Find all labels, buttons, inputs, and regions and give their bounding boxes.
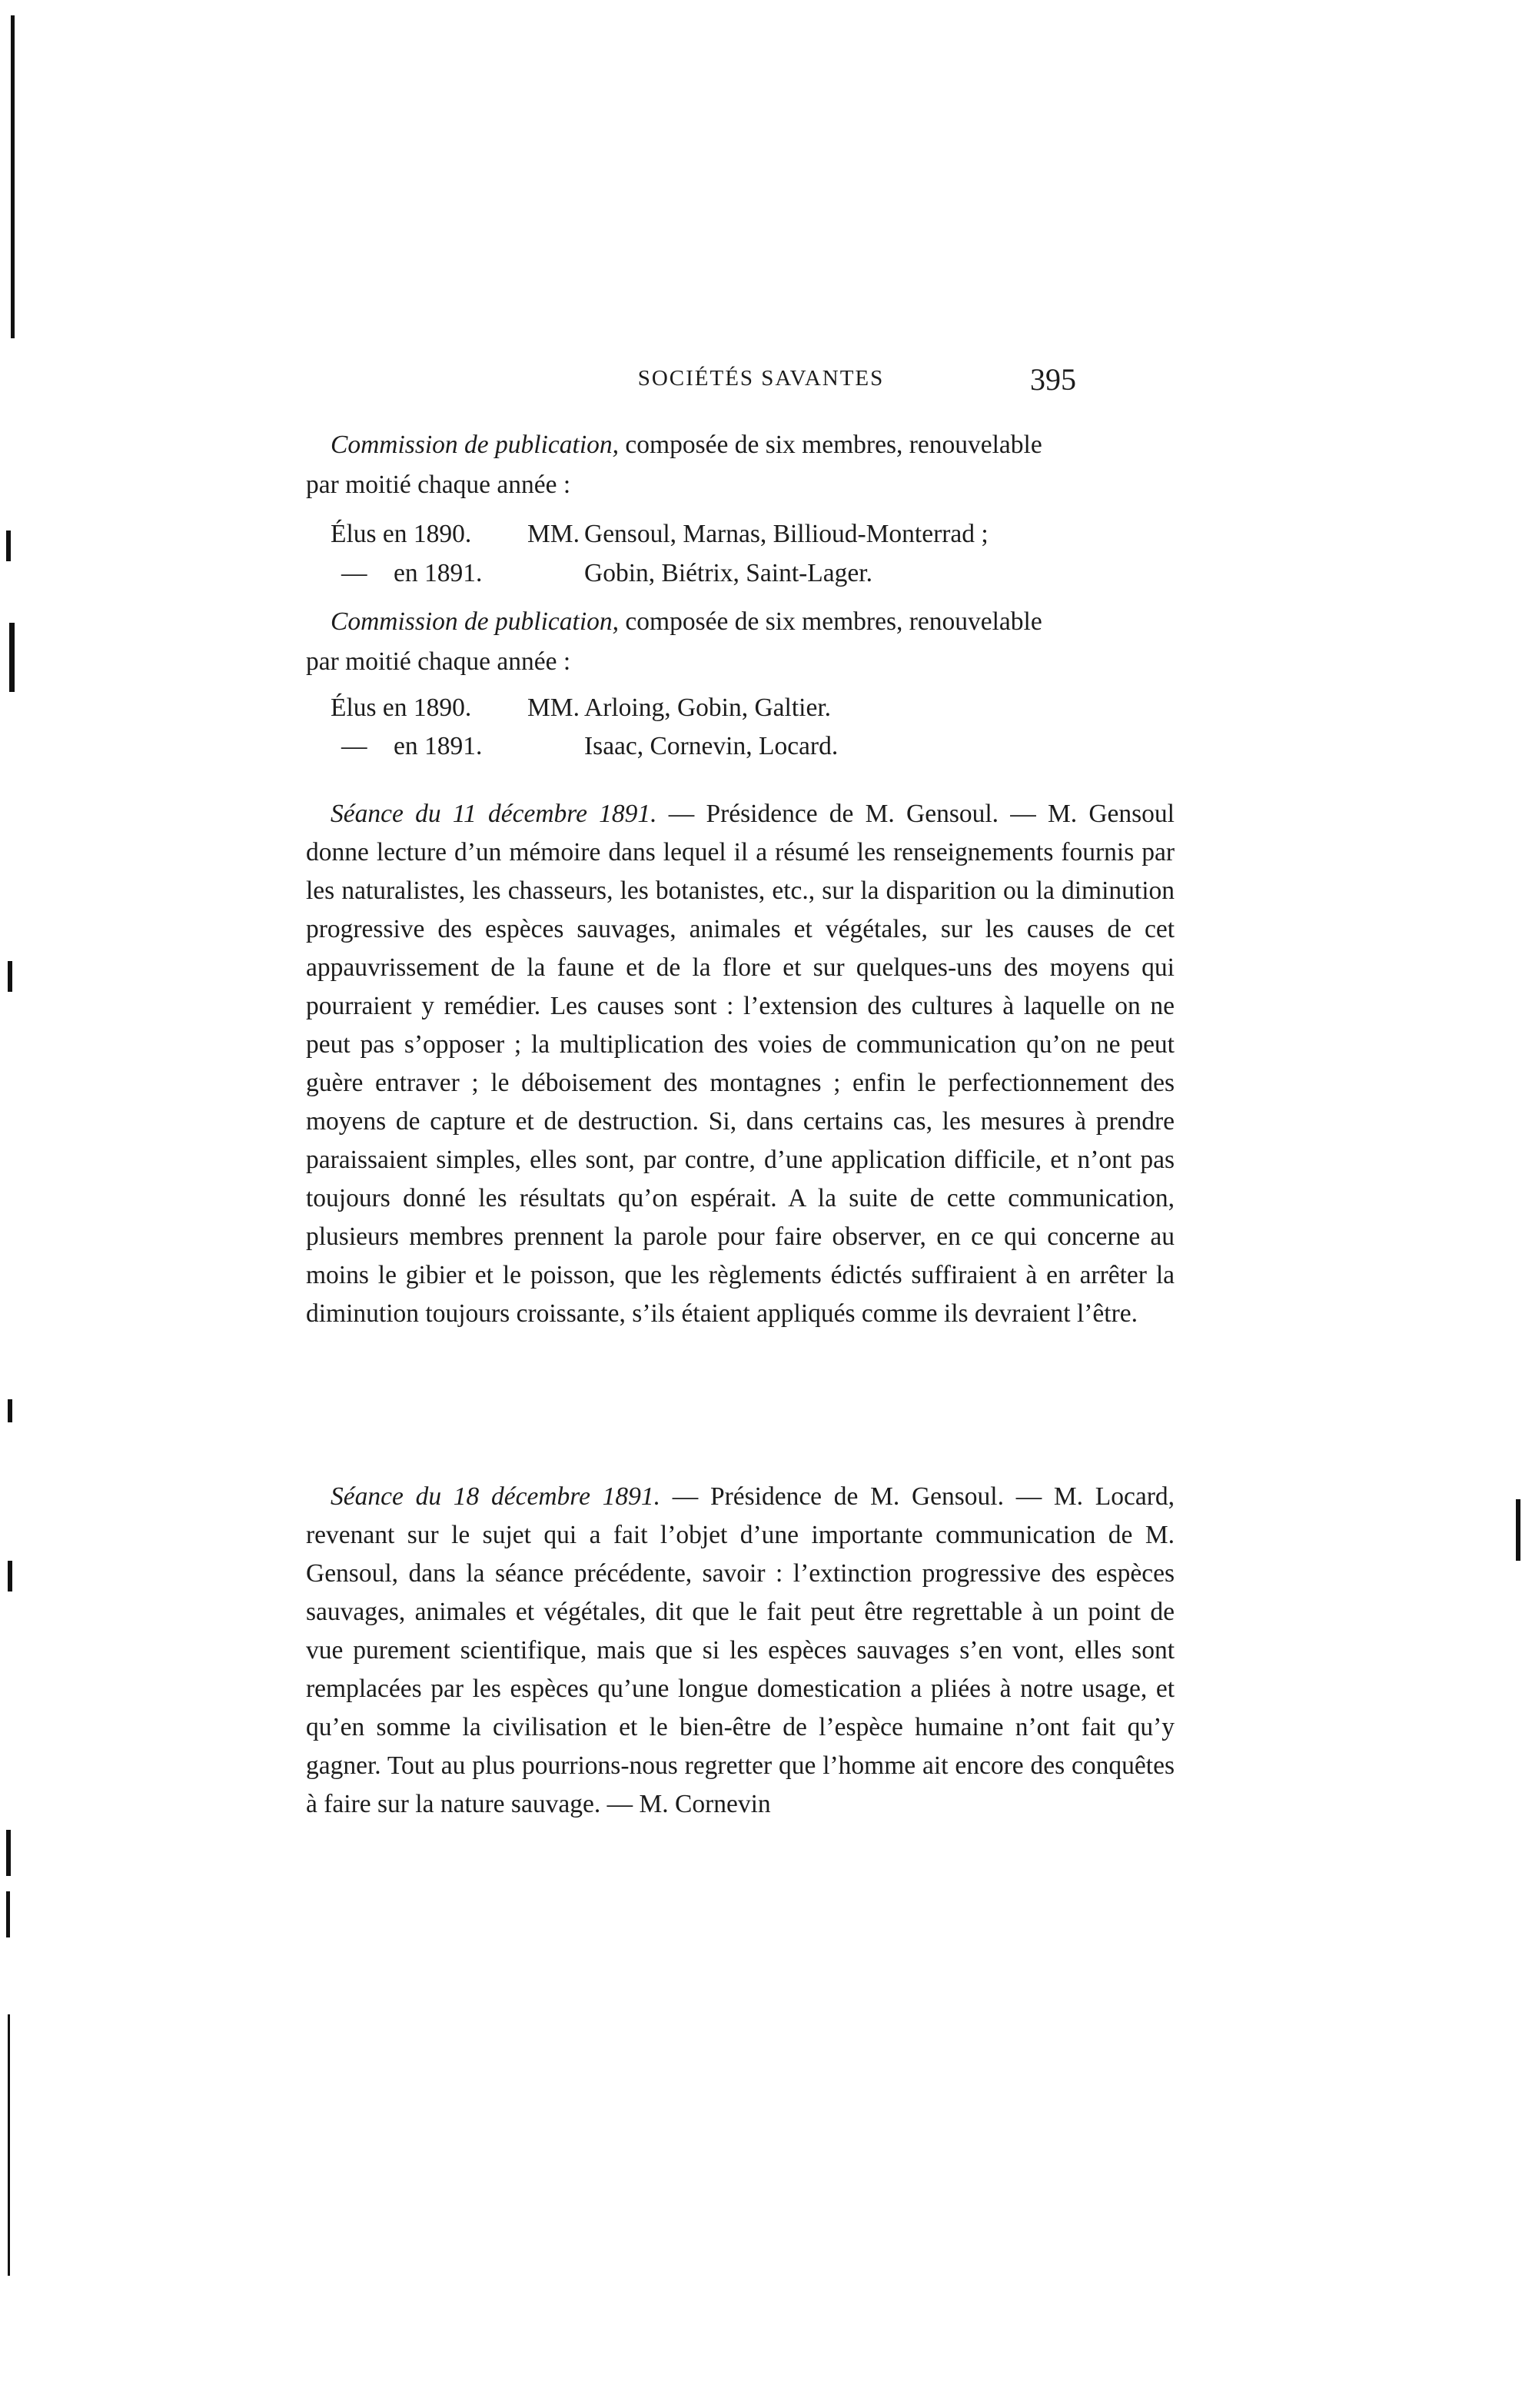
commission-1-elus-1891: Gobin, Biétrix, Saint-Lager. bbox=[584, 559, 872, 587]
page-number: 395 bbox=[1030, 362, 1076, 397]
commission-2-dash: — bbox=[341, 732, 367, 760]
commission-2-elus-1890: Arloing, Gobin, Galtier. bbox=[584, 693, 831, 722]
scan-edge-mark bbox=[11, 15, 15, 338]
scan-edge-mark bbox=[6, 1891, 10, 1937]
commission-2-mm: MM. bbox=[527, 693, 580, 722]
seance-1-heading: Séance du 11 décembre 1891. bbox=[331, 800, 657, 828]
commission-2-elus-label: Élus en 1890. bbox=[331, 693, 472, 722]
commission-1-line-1 bbox=[331, 431, 1042, 460]
scan-edge-mark bbox=[6, 530, 11, 561]
commission-2-text-1: composée de six membres, renouvelable bbox=[619, 607, 1042, 636]
scan-edge-mark bbox=[6, 1830, 11, 1876]
seance-1-body: — Présidence de M. Gensoul. — M. Gensoul donne lecture d’un mémoire dans lequel il a résumé les renseignements fournis par les naturalistes, les chasseurs, les botanistes, etc., sur la disparition ou la diminution progressive des espèces sauvages, animales et végétales, sur les causes de cet appauvrissement de la faune et de la flore et sur quelques-uns des moyens qui pourraient y remédier. Les causes sont : l’extension des cultures à laquelle on ne peut pas s’opposer ; la multiplication des voies de communication qu’on ne peut guère entraver ; le déboisement des montagnes ; enfin le perfectionnement des moyens de capture et de destruction. Si, dans certains cas, les mesures à prendre paraissaient simples, elles sont, par contre, d’une application difficile, et n’ont pas toujours donné les résultats qu’on espérait. A la suite de cette communication, plusieurs membres prennent la parole pour faire observer, en ce qui concerne au moins le gibier et le poisson, que les règlements édictés suffiraient à en arrêter la diminution toujours croissante, s’ils étaient appliqués comme ils devraient l’être. bbox=[306, 800, 1175, 1328]
commission-1-mm: MM. bbox=[527, 520, 580, 548]
commission-1-elus-label: Élus en 1890. bbox=[331, 520, 472, 548]
commission-2-line-2: par moitié chaque année : bbox=[306, 647, 571, 676]
commission-1-year-1891: en 1891. bbox=[394, 559, 483, 587]
scan-edge-mark bbox=[1516, 1499, 1520, 1561]
seance-2-body: — Présidence de M. Gensoul. — M. Locard, revenant sur le sujet qui a fait l’objet d’une importante communication de M. Gensoul, dans la séance précédente, savoir : l’extinction progressive des espèces sauvages, animales et végétales, dit que le fait peut être regrettable à un point de vue purement scientifique, mais que si les espèces sauvages s’en vont, elles sont remplacées par les espèces qu’une longue domestication a pliées à notre usage, et qu’en somme la civilisation et le bien-être de l’espèce humaine n’ont fait qu’y gagner. Tout au plus pourrions-nous regretter que l’homme ait encore des conquêtes à faire sur la nature sauvage. — M. Cornevin bbox=[306, 1482, 1175, 1818]
commission-1-line-2: par moitié chaque année : bbox=[306, 471, 571, 499]
scan-edge-mark bbox=[8, 2014, 10, 2276]
commission-1-dash: — bbox=[341, 559, 367, 587]
scan-edge-mark bbox=[8, 961, 12, 992]
commission-2-year-1891: en 1891. bbox=[394, 732, 483, 760]
commission-1-title: Commission de publication, bbox=[331, 431, 620, 459]
scan-edge-mark bbox=[8, 1399, 12, 1422]
running-header: SOCIÉTÉS SAVANTES bbox=[637, 366, 885, 391]
seance-2-heading: Séance du 18 décembre 1891. bbox=[331, 1482, 661, 1511]
commission-1-text-1: composée de six membres, renouvelable bbox=[619, 431, 1042, 459]
commission-2-line-1 bbox=[331, 607, 1042, 637]
commission-1-elus-1890: Gensoul, Marnas, Billioud-Monterrad ; bbox=[584, 520, 989, 548]
seance-2-paragraph bbox=[306, 1478, 1175, 1824]
scan-edge-mark bbox=[8, 1561, 12, 1591]
commission-2-title: Commission de publication, bbox=[331, 607, 620, 636]
scan-edge-mark bbox=[9, 623, 15, 692]
commission-2-elus-1891: Isaac, Cornevin, Locard. bbox=[584, 732, 839, 760]
seance-1-paragraph bbox=[306, 795, 1175, 1333]
